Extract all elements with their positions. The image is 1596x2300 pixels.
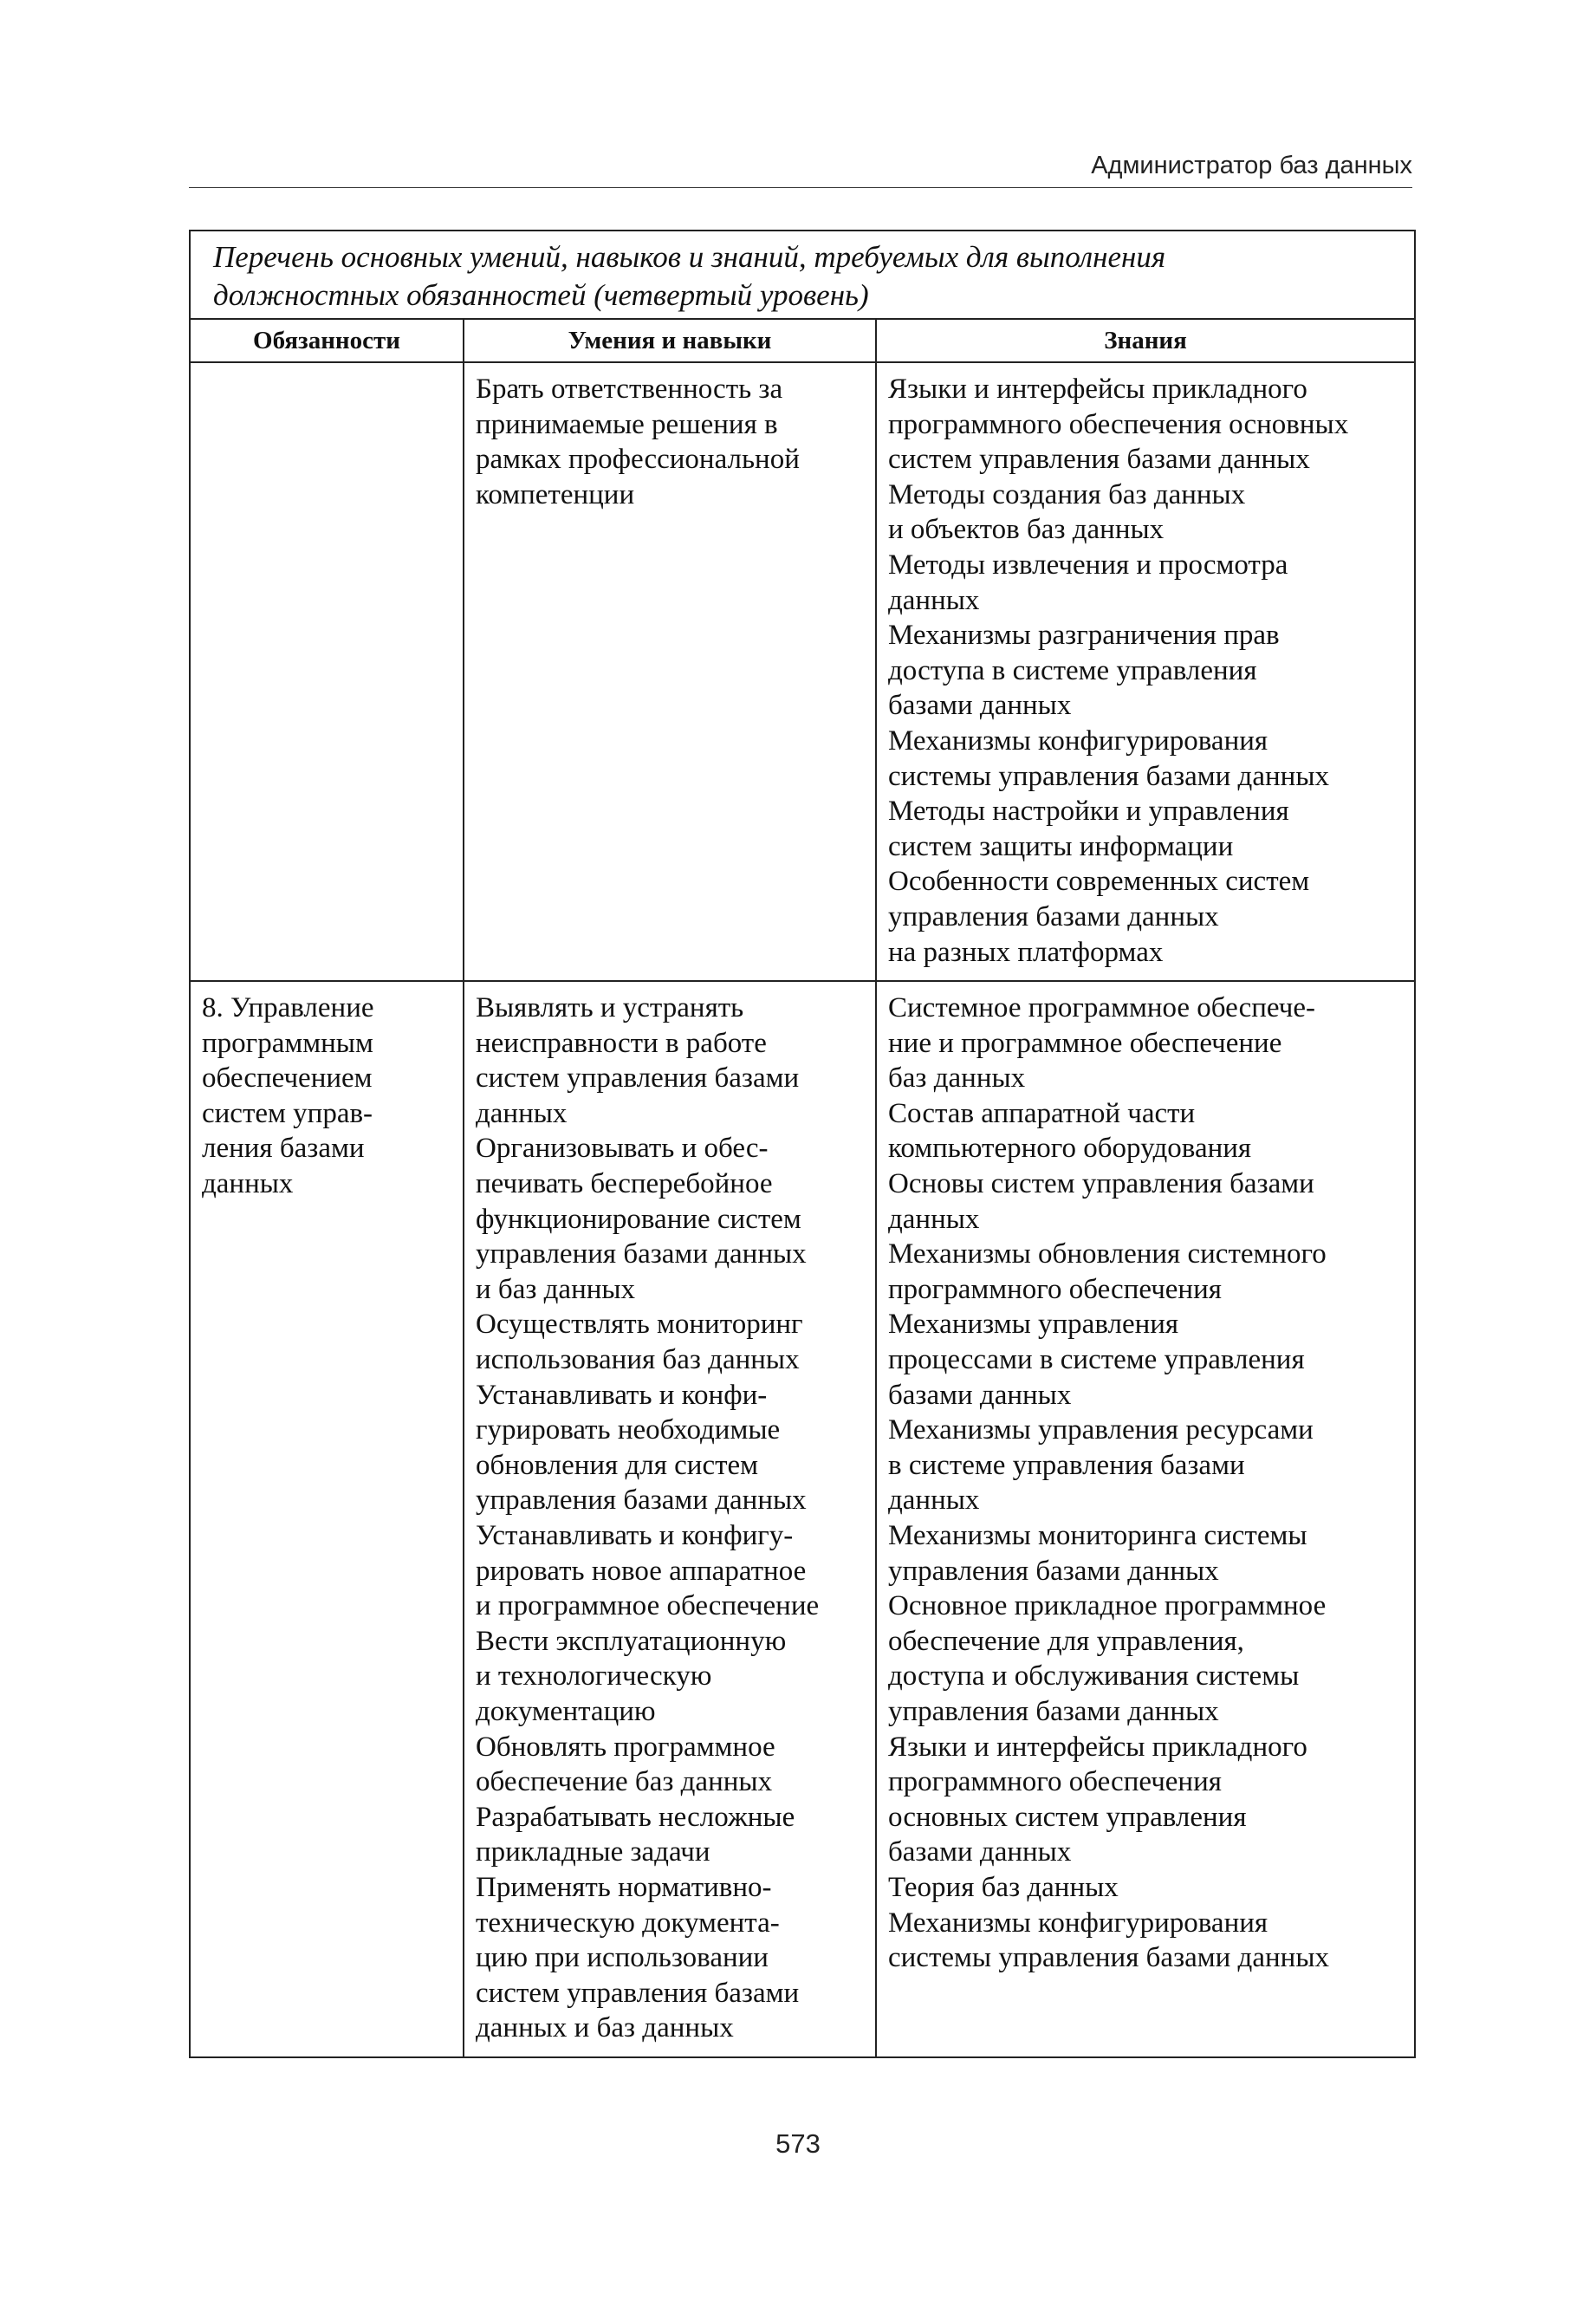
- cell-line: и программное обеспечение: [476, 1590, 820, 1622]
- duties-cell: [190, 981, 464, 2057]
- cell-line: основных систем управления: [888, 1801, 1247, 1833]
- cell-line: Состав аппаратной части: [888, 1097, 1196, 1129]
- cell-line: принимаемые решения в: [476, 408, 778, 440]
- cell-line: системы управления базами данных: [888, 1942, 1329, 1974]
- cell-line: и объектов баз данных: [888, 514, 1165, 546]
- cell-line: данных: [476, 1097, 568, 1129]
- cell-line: Языки и интерфейсы прикладного: [888, 1731, 1307, 1763]
- cell-line: программным: [202, 1027, 373, 1059]
- cell-line: доступа и обслуживания системы: [888, 1660, 1300, 1693]
- cell-line: данных: [202, 1168, 294, 1200]
- cell-line: Обновлять программное: [476, 1731, 775, 1763]
- column-header-skills: Умения и навыки: [464, 319, 876, 362]
- cell-line: и технологическую: [476, 1660, 712, 1693]
- caption-line: Перечень основных умений, навыков и знаний, требуемых для выполнения: [213, 240, 1166, 274]
- cell-line: Методы создания баз данных: [888, 478, 1246, 510]
- cell-line: управления базами данных: [476, 1485, 807, 1517]
- cell-line: прикладные задачи: [476, 1836, 710, 1868]
- cell-line: базами данных: [888, 690, 1072, 722]
- cell-line: на разных платформах: [888, 936, 1164, 968]
- cell-line: обеспечение баз данных: [476, 1766, 773, 1798]
- running-head: Администратор баз данных: [1091, 152, 1412, 179]
- cell-line: данных: [888, 584, 980, 616]
- cell-line: неисправности в работе: [476, 1027, 767, 1059]
- table-header-row: [190, 319, 1415, 362]
- cell-line: базами данных: [888, 1379, 1072, 1411]
- cell-line: управления базами данных: [888, 1695, 1219, 1727]
- cell-line: Основное прикладное программное: [888, 1590, 1327, 1622]
- cell-line: процессами в системе управления: [888, 1344, 1305, 1376]
- page-number: 573: [775, 2128, 821, 2159]
- cell-line: Механизмы разграничения прав: [888, 620, 1280, 652]
- table-row: [190, 362, 1415, 981]
- table-caption: [190, 231, 1415, 319]
- caption-line: должностных обязанностей (четвертый уровень): [213, 278, 869, 312]
- cell-line: данных и баз данных: [476, 2012, 734, 2044]
- cell-line: Особенности современных систем: [888, 866, 1310, 898]
- cell-line: Механизмы мониторинга системы: [888, 1520, 1307, 1551]
- cell-line: управления базами данных: [888, 1555, 1219, 1587]
- cell-line: программного обеспечения основных: [888, 408, 1349, 440]
- cell-line: Теория баз данных: [888, 1871, 1119, 1903]
- cell-line: Системное программное обеспече-: [888, 992, 1315, 1024]
- cell-line: гурировать необходимые: [476, 1414, 781, 1446]
- cell-line: рамках профессиональной: [476, 444, 800, 476]
- cell-line: Методы настройки и управления: [888, 796, 1289, 828]
- cell-line: обновления для систем: [476, 1449, 759, 1481]
- cell-line: Разрабатывать несложные: [476, 1801, 795, 1833]
- header-rule: [189, 187, 1412, 188]
- cell-line: печивать бесперебойное: [476, 1168, 773, 1200]
- column-header-duties: Обязанности: [190, 319, 464, 362]
- cell-line: в системе управления базами: [888, 1449, 1245, 1481]
- cell-line: данных: [888, 1485, 980, 1517]
- cell-line: систем управления базами: [476, 1977, 800, 2009]
- cell-line: систем управления базами: [476, 1062, 800, 1095]
- knowledge-cell: [876, 362, 1415, 981]
- cell-line: ние и программное обеспечение: [888, 1027, 1282, 1059]
- duties-cell: [190, 362, 464, 981]
- cell-line: использования баз данных: [476, 1344, 800, 1376]
- cell-line: ления базами: [202, 1133, 365, 1165]
- cell-line: Механизмы конфигурирования: [888, 1907, 1268, 1939]
- cell-line: программного обеспечения: [888, 1273, 1222, 1305]
- cell-line: данных: [888, 1203, 980, 1235]
- cell-line: управления базами данных: [888, 900, 1219, 932]
- cell-line: Механизмы управления: [888, 1309, 1179, 1341]
- cell-line: Устанавливать и конфигу-: [476, 1520, 794, 1551]
- cell-line: обеспечение для управления,: [888, 1625, 1244, 1657]
- cell-line: Выявлять и устранять: [476, 992, 744, 1024]
- cell-line: Методы извлечения и просмотра: [888, 549, 1288, 581]
- cell-line: документацию: [476, 1695, 656, 1727]
- cell-line: 8. Управление: [202, 992, 374, 1024]
- cell-line: доступа в системе управления: [888, 654, 1257, 686]
- cell-line: Применять нормативно-: [476, 1871, 772, 1903]
- competency-table: [189, 230, 1416, 2058]
- cell-line: Механизмы управления ресурсами: [888, 1414, 1314, 1446]
- cell-line: цию при использовании: [476, 1942, 769, 1974]
- cell-line: систем защиты информации: [888, 830, 1234, 862]
- skills-cell: [464, 981, 876, 2057]
- cell-line: Осуществлять мониторинг: [476, 1309, 803, 1341]
- cell-line: Механизмы конфигурирования: [888, 724, 1268, 757]
- cell-line: управления базами данных: [476, 1238, 807, 1270]
- cell-line: Организовывать и обес-: [476, 1133, 769, 1165]
- cell-line: систем управ-: [202, 1097, 373, 1129]
- cell-line: Основы систем управления базами: [888, 1168, 1314, 1200]
- cell-line: компьютерного оборудования: [888, 1133, 1252, 1165]
- table-caption-row: [190, 231, 1415, 319]
- cell-line: Вести эксплуатационную: [476, 1625, 787, 1657]
- cell-line: Устанавливать и конфи-: [476, 1379, 768, 1411]
- cell-line: техническую документа-: [476, 1907, 780, 1939]
- cell-line: программного обеспечения: [888, 1766, 1222, 1798]
- column-header-knowledge: Знания: [876, 319, 1415, 362]
- cell-line: систем управления базами данных: [888, 444, 1310, 476]
- cell-line: рировать новое аппаратное: [476, 1555, 807, 1587]
- cell-line: базами данных: [888, 1836, 1072, 1868]
- table-row: [190, 981, 1415, 2057]
- cell-line: Языки и интерфейсы прикладного: [888, 374, 1307, 405]
- cell-line: обеспечением: [202, 1062, 373, 1095]
- cell-line: компетенции: [476, 478, 635, 510]
- cell-line: и баз данных: [476, 1273, 636, 1305]
- skills-cell: [464, 362, 876, 981]
- cell-line: баз данных: [888, 1062, 1026, 1095]
- cell-line: Брать ответственность за: [476, 374, 783, 405]
- knowledge-cell: [876, 981, 1415, 2057]
- cell-line: функционирование систем: [476, 1203, 801, 1235]
- cell-line: Механизмы обновления системного: [888, 1238, 1327, 1270]
- cell-line: системы управления базами данных: [888, 760, 1329, 792]
